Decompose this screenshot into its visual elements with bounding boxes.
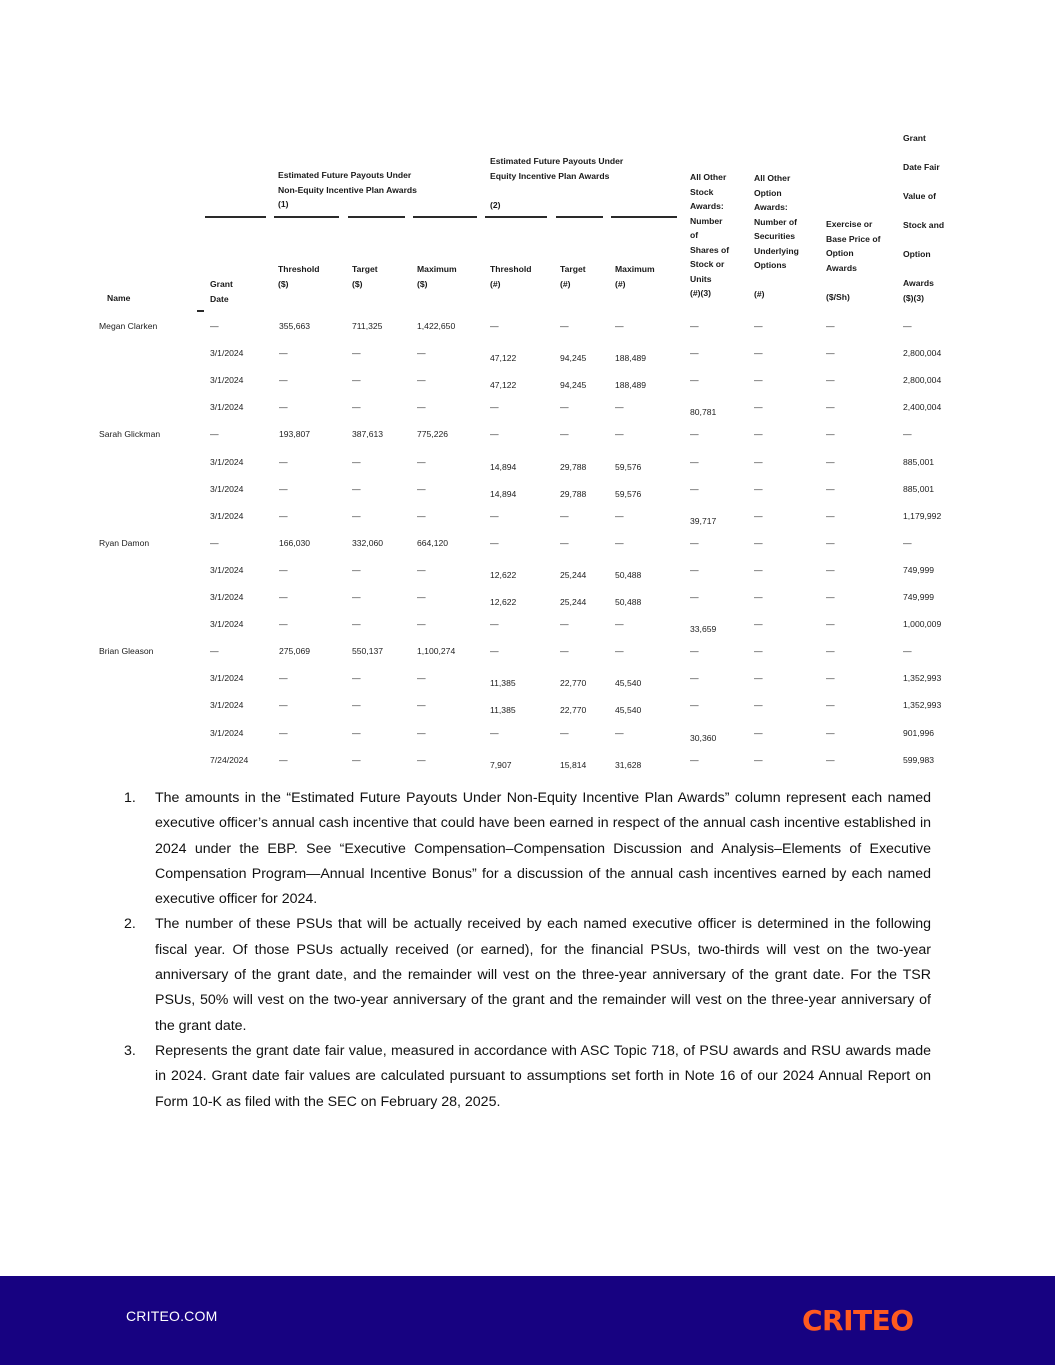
cell-ne-maximum: — [417,619,426,630]
cell-eq-threshold: — [490,727,499,738]
cell-eq-threshold: 14,894 [490,461,517,472]
cell-ne-target: — [352,564,361,575]
cell-fair-value: 749,999 [903,592,935,602]
cell-grant-date: 7/24/2024 [210,754,249,765]
cell-other-option: — [754,619,763,630]
cell-eq-maximum: — [615,321,624,331]
cell-fair-value: 2,800,004 [903,375,942,386]
header-underline [611,216,677,218]
cell-ne-maximum: — [417,727,426,738]
header-other-stock [690,170,729,301]
cell-ne-maximum: 1,100,274 [417,646,456,657]
cell-ne-target: — [352,375,361,386]
cell-eq-maximum: — [615,646,624,657]
cell-grant-date: 3/1/2024 [210,727,244,738]
cell-eq-maximum: — [615,727,624,738]
cell-ne-maximum: — [417,754,426,765]
header-exercise [826,217,880,304]
header-line: Threshold [490,264,532,274]
footnote-text: The number of these PSUs that will be actually received by each named executive officer is determined in the following fiscal year. Of those PSUs actually received (or earned), for the financial PSUs, two-thirds will vest on the two-year anniversary of the grant date, and the remainder will vest on the three-year anniversary of the grant date. For the TSR PSUs, 50% will vest on the two-year anniversary of the grant and the remainder will vest on the three-year anniversary of the grant date. [155,916,931,1034]
header-line: (#) [615,278,626,289]
cell-eq-maximum: — [615,619,624,630]
header-line: Options [754,260,787,270]
cell-fair-value: 1,000,009 [903,619,942,630]
cell-eq-maximum: — [615,537,624,548]
cell-name [99,511,101,522]
cell-grant-date: 3/1/2024 [210,375,244,386]
cell-exercise: — [826,429,835,440]
cell-name [99,457,101,468]
cell-eq-threshold: 12,622 [490,597,517,607]
cell-exercise: — [826,375,835,386]
cell-grant-date: — [210,646,219,657]
header-line [903,146,944,161]
footnotes [124,786,931,1115]
cell-fair-value: — [903,429,912,440]
footnote-item [124,1039,931,1115]
header-line [903,175,944,190]
header-line [826,275,880,290]
cell-grant-date: 3/1/2024 [210,402,244,413]
header-line: Securities [754,231,796,241]
cell-eq-maximum: 50,488 [615,569,642,580]
header-line: (#) [560,278,571,289]
cell-eq-threshold: — [490,619,499,630]
cell-exercise: — [826,402,835,413]
cell-ne-target: — [352,727,361,738]
header-line: Awards [903,278,934,288]
cell-ne-maximum: 775,226 [417,429,449,440]
cell-fair-value: 1,352,993 [903,673,942,684]
header-underline [274,216,339,218]
cell-ne-target: 550,137 [352,646,384,657]
cell-eq-maximum: 59,576 [615,461,642,472]
header-non-equity-group [278,168,417,212]
cell-exercise: — [826,483,835,494]
header-line: Target [352,264,378,274]
cell-eq-threshold: 11,385 [490,678,516,689]
header-line: Option [754,187,782,198]
cell-eq-maximum: 59,576 [615,488,642,499]
header-ne-threshold [278,262,320,291]
cell-other-option: — [754,483,763,494]
cell-eq-target: 94,245 [560,380,587,391]
cell-other-option: — [754,537,763,548]
cell-other-stock: 80,781 [690,407,717,418]
footnote-text: The amounts in the “Estimated Future Payouts Under Non-Equity Incentive Plan Awards” column represent each named executive officer’s annual cash incentive that could have been earned in respect of the annual cash incentive established in 2024 under the EBP. See “Executive Compensation–Compensation Discussion and Analysis–Elements of Executive Compensation Program—Annual Incentive Bonus” for a discussion of the annual cash incentives earned by each named executive officer for 2024. [155,790,931,908]
cell-grant-date: 3/1/2024 [210,510,244,521]
header-line: Estimated Future Payouts Under [278,170,412,180]
cell-other-option: — [754,375,763,386]
cell-name [99,592,101,603]
cell-ne-threshold: — [279,564,288,575]
header-line: Shares of [690,244,730,255]
cell-eq-target: 94,245 [560,353,587,364]
cell-ne-target: — [352,592,361,602]
cell-eq-maximum: — [615,510,624,521]
cell-ne-maximum: — [417,673,426,684]
cell-eq-target: — [560,510,569,521]
cell-eq-maximum: 188,489 [615,353,647,364]
cell-other-stock: 39,717 [690,515,717,526]
header-underline [485,216,547,218]
cell-name: Megan Clarken [99,321,158,331]
cell-ne-maximum: — [417,592,426,602]
header-ne-maximum [417,262,457,291]
cell-ne-threshold: — [279,402,288,413]
cell-fair-value: 749,999 [903,564,935,575]
cell-exercise: — [826,754,835,765]
cell-eq-threshold: 14,894 [490,488,517,499]
cell-eq-target: 22,770 [560,678,587,689]
header-line: ($) [352,278,363,289]
footnote-number: 1. [124,790,136,806]
cell-ne-target: — [352,510,361,521]
cell-eq-target: — [560,402,569,413]
cell-grant-date: — [210,537,219,548]
header-line: Base Price of [826,233,881,244]
cell-name [99,728,101,739]
cell-exercise: — [826,700,835,711]
cell-eq-maximum: — [615,429,624,440]
cell-eq-maximum: 31,628 [615,759,642,770]
cell-fair-value: 1,352,993 [903,700,942,711]
header-line: Awards [826,262,857,273]
cell-exercise: — [826,537,835,548]
footnote-number: 2. [124,916,136,933]
cell-other-stock: — [690,429,699,440]
cell-exercise: — [826,348,835,359]
cell-ne-maximum: — [417,510,426,521]
cell-other-stock: 33,659 [690,624,717,635]
cell-exercise: — [826,456,835,467]
cell-other-stock: — [690,321,699,331]
cell-exercise: — [826,592,835,602]
cell-ne-threshold: — [279,700,288,711]
cell-other-stock: — [690,348,699,359]
cell-eq-threshold: 12,622 [490,569,517,580]
cell-other-stock: — [690,646,699,657]
header-line: Exercise or [826,219,873,229]
cell-other-stock: — [690,754,699,765]
cell-eq-threshold: — [490,321,499,331]
cell-other-stock: — [690,456,699,467]
header-line: All Other [754,173,791,183]
cell-ne-target: 387,613 [352,429,384,440]
cell-grant-date: 3/1/2024 [210,592,244,602]
cell-ne-target: — [352,673,361,684]
cell-ne-threshold: 193,807 [279,429,311,440]
cell-eq-target: 22,770 [560,705,587,716]
cell-ne-threshold: 355,663 [279,321,311,331]
header-line: Equity Incentive Plan Awards [490,170,610,181]
cell-ne-target: — [352,483,361,494]
cell-fair-value: — [903,537,912,548]
header-line [490,183,623,198]
header-line [903,233,944,248]
cell-ne-target: — [352,348,361,359]
cell-eq-target: — [560,429,569,440]
cell-grant-date: 3/1/2024 [210,456,244,467]
header-line: Awards: [690,201,724,211]
header-line: Number [690,215,723,226]
cell-exercise: — [826,673,835,684]
cell-other-stock: — [690,673,699,684]
cell-exercise: — [826,646,835,657]
cell-exercise: — [826,727,835,738]
header-line: Target [560,264,586,274]
page-footer [0,1276,1055,1365]
cell-ne-maximum: — [417,456,426,467]
cell-ne-threshold: 166,030 [279,537,311,548]
footnote-item [124,912,931,1038]
header-line: Option [826,248,854,258]
header-line: Maximum [615,264,655,274]
cell-ne-threshold: — [279,727,288,738]
cell-eq-threshold: — [490,537,499,548]
cell-ne-threshold: — [279,348,288,359]
cell-fair-value: 885,001 [903,483,935,494]
cell-grant-date: 3/1/2024 [210,673,244,684]
cell-eq-target: — [560,619,569,630]
header-line: ($) [417,278,428,289]
header-line: (#) [490,278,501,289]
header-line: Estimated Future Payouts Under [490,156,624,166]
cell-ne-threshold: — [279,510,288,521]
header-grant-date [210,277,233,306]
cell-ne-maximum: 664,120 [417,537,449,548]
header-line: ($/Sh) [826,291,850,302]
cell-eq-maximum: 45,540 [615,678,642,689]
cell-ne-threshold: 275,069 [279,646,311,657]
cell-eq-threshold: — [490,646,499,657]
cell-ne-maximum: — [417,700,426,711]
cell-name [99,619,101,630]
cell-exercise: — [826,619,835,630]
header-line: Maximum [417,264,457,274]
cell-fair-value: — [903,321,912,331]
cell-eq-threshold: — [490,402,499,413]
cell-eq-threshold: 47,122 [490,380,517,391]
cell-name [99,348,101,359]
cell-name [99,375,101,386]
footnote-item [124,786,931,912]
cell-other-stock: — [690,592,699,602]
header-name: Name [107,293,131,303]
footnote-text: Represents the grant date fair value, measured in accordance with ASC Topic 718, of PSU awards and RSU awards made in 2024. Grant date fair values are calculated pursuant to assumptions set forth in Note 16 of our 2024 Annual Report on Form 10-K as filed with the SEC on February 28, 2025. [155,1042,931,1110]
cell-exercise: — [826,321,835,331]
header-eq-threshold [490,262,532,291]
cell-other-option: — [754,510,763,521]
header-underline [348,216,405,218]
cell-name [99,700,101,711]
header-line: of [690,230,699,240]
cell-eq-target: 29,788 [560,461,587,472]
cell-ne-maximum: — [417,348,426,359]
header-line: (#)(3) [690,288,712,298]
header-line: All Other [690,172,727,182]
header-line: ($) [278,278,289,289]
header-line [903,262,944,277]
cell-fair-value: 901,996 [903,727,935,738]
cell-ne-maximum: — [417,402,426,413]
cell-name: Sarah Glickman [99,429,161,440]
cell-eq-target: — [560,321,569,331]
cell-grant-date: 3/1/2024 [210,348,244,359]
cell-other-stock: — [690,483,699,494]
header-line: Stock [690,186,714,197]
header-line: Number of [754,216,797,227]
cell-name [99,673,101,684]
cell-eq-threshold: — [490,429,499,440]
cell-other-option: — [754,673,763,684]
cell-other-option: — [754,348,763,359]
header-line: Grant [903,133,926,143]
criteo-logo: CRITEO [802,1304,914,1337]
header-line: Stock and [903,220,945,230]
cell-eq-target: 15,814 [560,759,587,770]
header-eq-maximum [615,262,655,291]
cell-ne-target: — [352,700,361,711]
cell-eq-target: 25,244 [560,569,587,580]
header-line: (1) [278,199,289,209]
cell-other-stock: — [690,375,699,386]
cell-other-option: — [754,321,763,331]
cell-eq-maximum: 45,540 [615,705,642,716]
cell-ne-threshold: — [279,673,288,684]
cell-other-option: — [754,456,763,467]
header-line: Underlying [754,245,799,256]
cell-other-option: — [754,646,763,657]
header-ne-target [352,262,378,291]
header-line: Grant [210,279,233,289]
cell-ne-maximum: 1,422,650 [417,321,456,331]
cell-grant-date: — [210,321,219,331]
cell-other-stock: — [690,564,699,575]
cell-ne-threshold: — [279,456,288,467]
cell-eq-target: — [560,727,569,738]
cell-eq-threshold: 7,907 [490,759,512,770]
cell-other-option: — [754,727,763,738]
header-underline [205,216,266,218]
header-line: Date [210,293,229,304]
cell-ne-target: — [352,619,361,630]
header-fair-value [903,131,944,305]
header-line: Date Fair [903,162,940,172]
cell-grant-date: 3/1/2024 [210,564,244,575]
header-underline [413,216,477,218]
cell-ne-target: — [352,456,361,467]
cell-eq-target: — [560,646,569,657]
cell-fair-value: 2,800,004 [903,348,942,359]
cell-eq-threshold: — [490,510,499,521]
cell-other-stock: — [690,537,699,548]
cell-grant-date: 3/1/2024 [210,619,244,630]
cell-fair-value: 885,001 [903,456,935,467]
cell-name [99,755,101,766]
cell-name [99,402,101,413]
cell-ne-threshold: — [279,483,288,494]
cell-other-stock: — [690,700,699,711]
cell-fair-value: 2,400,004 [903,402,942,413]
header-equity-group [490,154,623,212]
cell-ne-threshold: — [279,754,288,765]
header-line: Units [690,273,712,284]
cell-grant-date: 3/1/2024 [210,700,244,711]
cell-other-option: — [754,592,763,602]
cell-other-option: — [754,402,763,413]
header-line [754,273,799,288]
cell-ne-target: — [352,754,361,765]
footer-site-link[interactable]: CRITEO.COM [126,1308,218,1324]
cell-other-stock: 30,360 [690,732,717,743]
cell-eq-threshold: 47,122 [490,353,517,364]
cell-exercise: — [826,510,835,521]
cell-exercise: — [826,564,835,575]
cell-grant-date: — [210,429,219,440]
header-underline [556,216,603,218]
cell-eq-maximum: 50,488 [615,597,642,607]
cell-ne-maximum: — [417,564,426,575]
header-eq-target [560,262,586,291]
cell-eq-target: 25,244 [560,597,587,607]
cell-ne-maximum: — [417,375,426,386]
cell-other-option: — [754,564,763,575]
header-line: (#) [754,289,765,299]
cell-ne-target: 711,325 [352,321,383,331]
cell-eq-maximum: — [615,402,624,413]
cell-eq-threshold: 11,385 [490,705,516,716]
header-line: Threshold [278,264,320,274]
cell-fair-value: — [903,646,912,657]
cell-eq-target: 29,788 [560,488,587,499]
header-line: Awards: [754,202,788,212]
header-line: (2) [490,199,501,210]
cell-ne-target: — [352,402,361,413]
header-other-option [754,171,799,302]
cell-other-option: — [754,700,763,711]
header-tick-mark [197,310,204,312]
cell-fair-value: 599,983 [903,754,935,765]
footnote-number: 3. [124,1042,136,1059]
header-line: Non-Equity Incentive Plan Awards [278,184,417,195]
header-line [903,204,944,219]
cell-eq-target: — [560,537,569,548]
cell-fair-value: 1,179,992 [903,510,942,521]
header-line: ($)(3) [903,292,925,303]
cell-other-option: — [754,754,763,765]
cell-ne-threshold: — [279,375,288,386]
cell-ne-threshold: — [279,619,288,630]
cell-ne-target: 332,060 [352,537,384,548]
cell-name [99,565,101,576]
cell-name: Brian Gleason [99,646,154,657]
cell-ne-threshold: — [279,592,288,602]
cell-other-option: — [754,429,763,440]
header-line: Value of [903,191,936,201]
cell-ne-maximum: — [417,483,426,494]
header-line: Stock or [690,259,725,269]
cell-eq-maximum: 188,489 [615,380,647,391]
cell-name [99,484,101,495]
cell-name: Ryan Damon [99,537,150,548]
cell-grant-date: 3/1/2024 [210,483,244,494]
header-line: Option [903,249,931,259]
